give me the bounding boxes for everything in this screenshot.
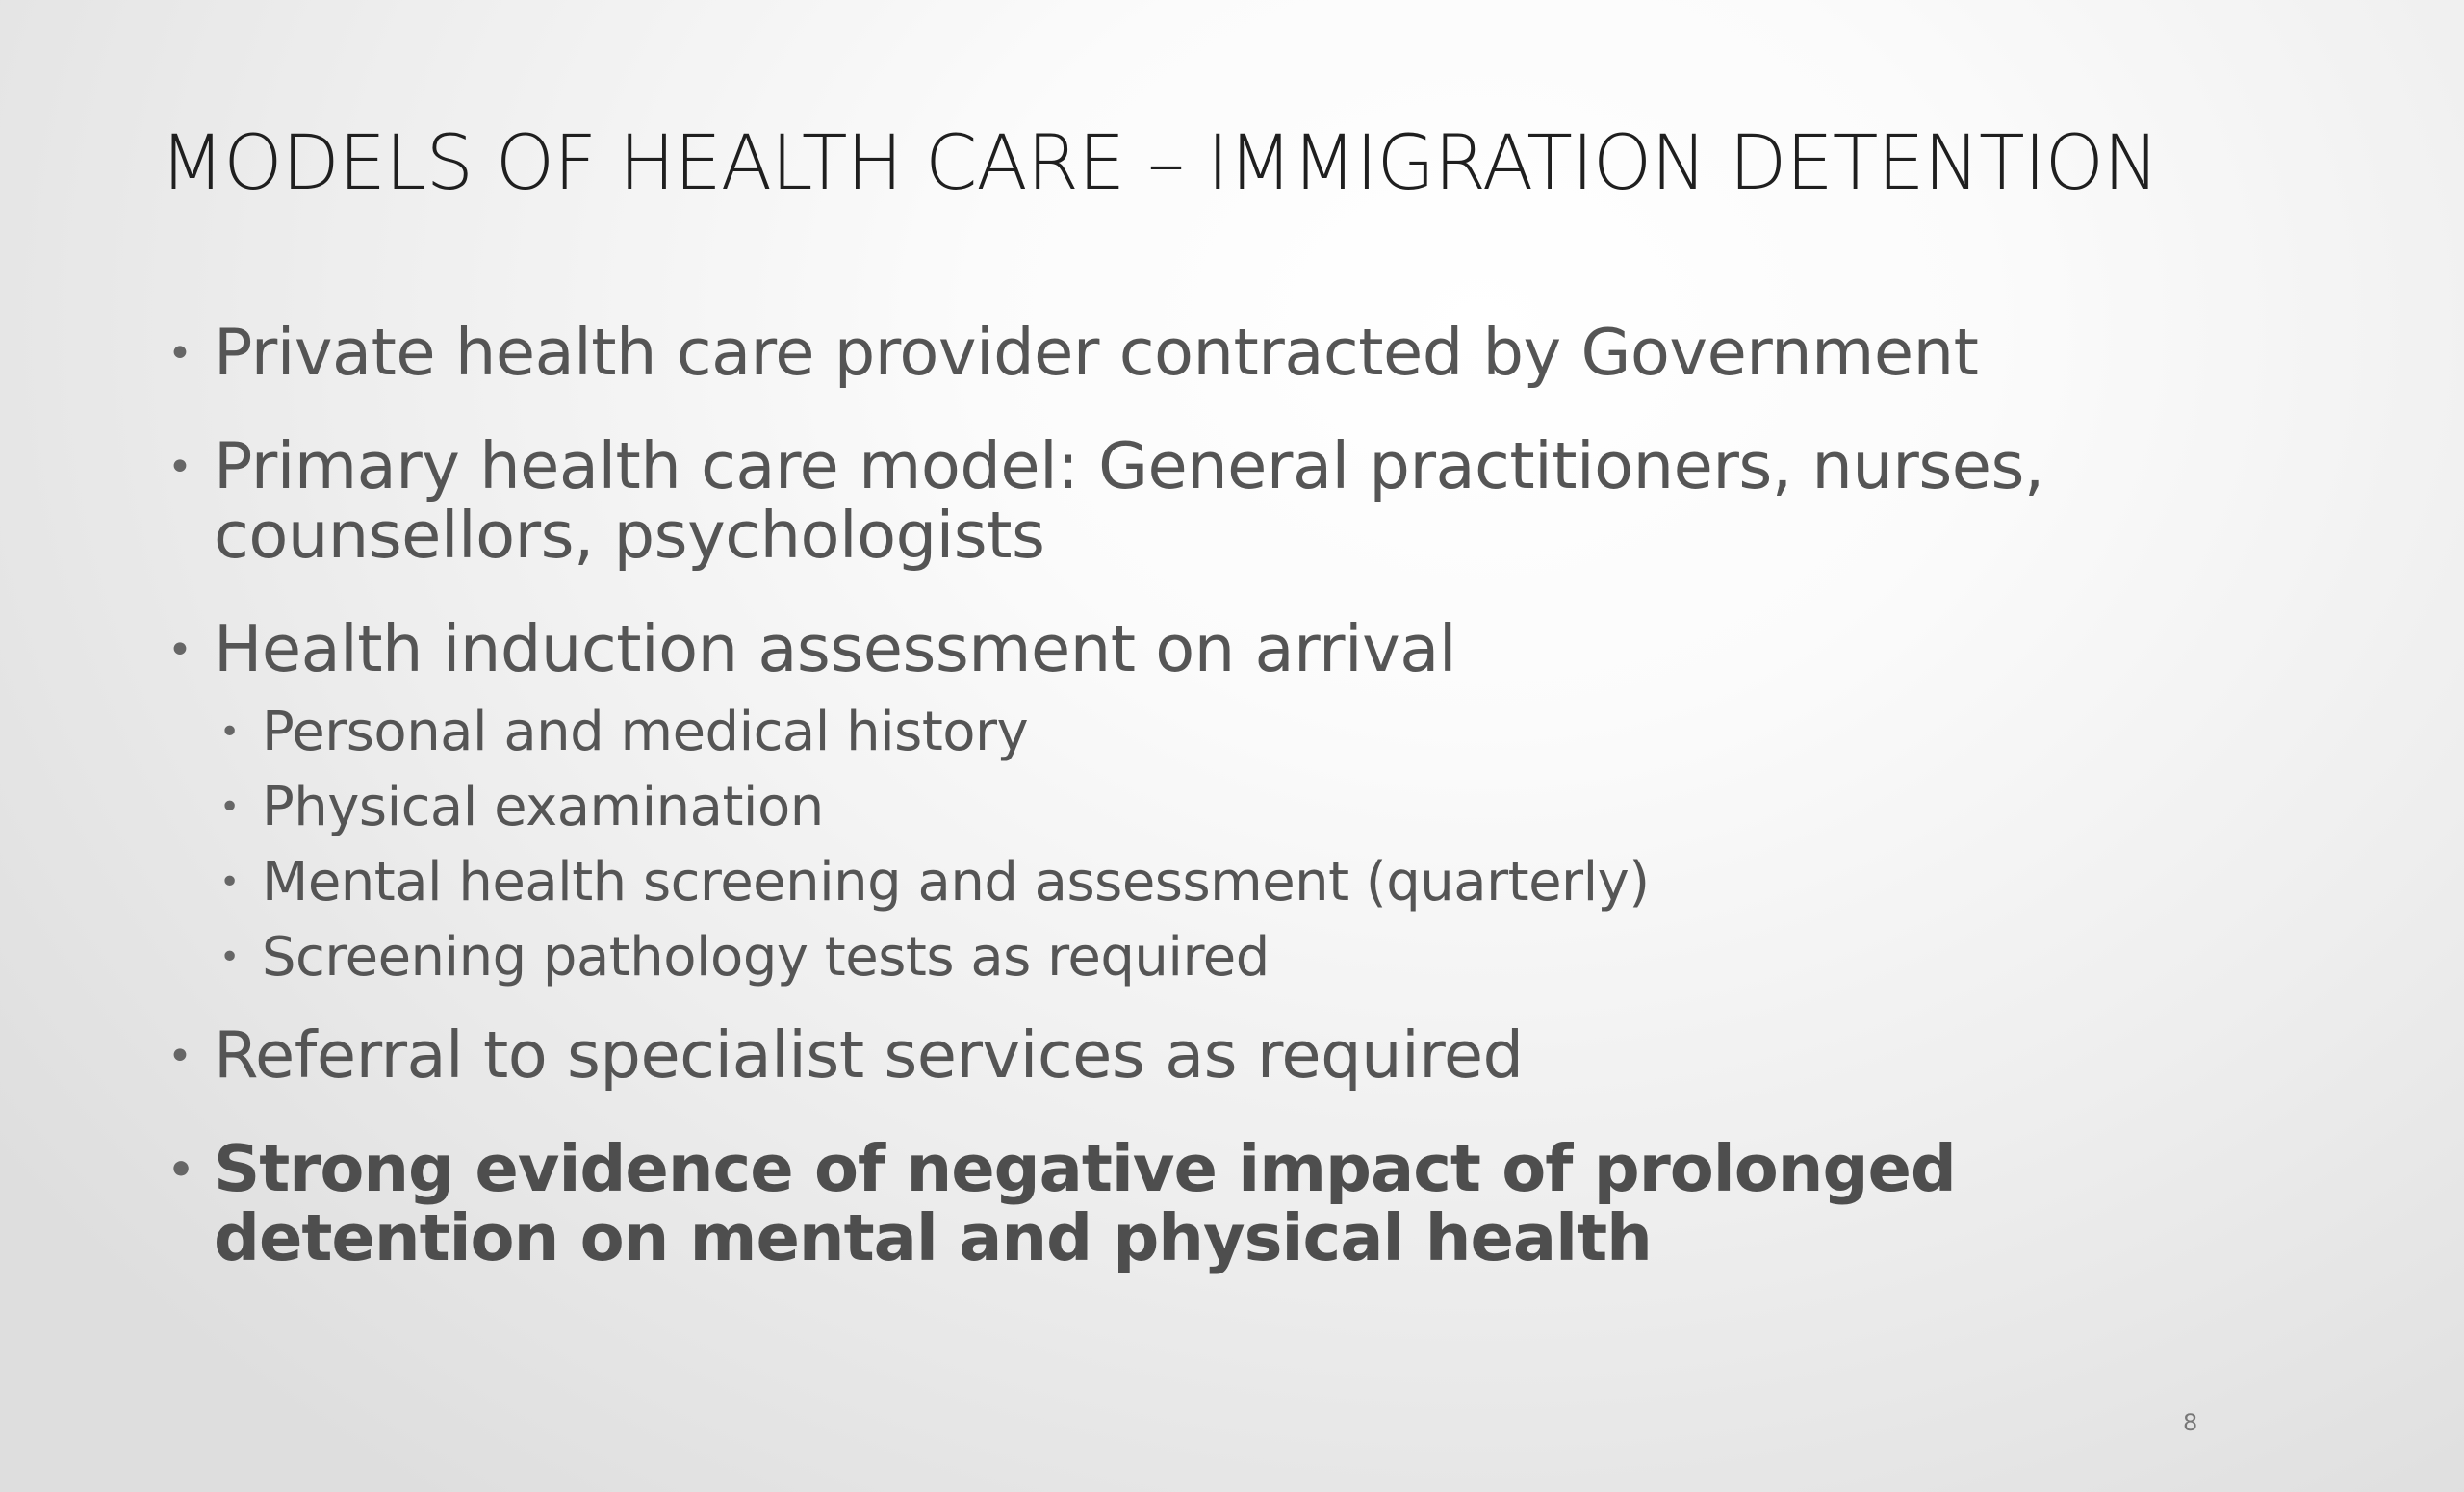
- bullet-item: [164, 428, 2216, 573]
- sub-bullet-list: [214, 695, 2281, 995]
- bullet-item-emphasis: [164, 1131, 2042, 1275]
- sub-bullet-item: • Mental health screening and assessment (quarterly): [214, 845, 2281, 920]
- slide-title: MODELS OF HEALTH CARE – IMMIGRATION DETENTION: [160, 120, 2159, 207]
- sub-bullet-item: • Screening pathology tests as required: [214, 920, 2281, 995]
- bullet-text: Primary health care model: General practitioners, nurses, counsellors, psychologists: [214, 428, 2044, 573]
- bullet-text: Health induction assessment on arrival: [214, 611, 1456, 686]
- page-number: 8: [2183, 1409, 2198, 1436]
- bullet-item: [164, 611, 2281, 995]
- bullet-item: [164, 315, 2281, 390]
- sub-bullet-item: • Physical examination: [214, 770, 2281, 845]
- bullet-text: Strong evidence of negative impact of prolonged detention on mental and physical health: [214, 1131, 1956, 1275]
- bullet-list: [164, 315, 2281, 1317]
- bullet-text: Referral to specialist services as required: [214, 1017, 1524, 1093]
- sub-bullet-item: • Personal and medical history: [214, 695, 2281, 770]
- bullet-item: [164, 1017, 2281, 1093]
- bullet-text: Private health care provider contracted by Government: [214, 315, 1979, 390]
